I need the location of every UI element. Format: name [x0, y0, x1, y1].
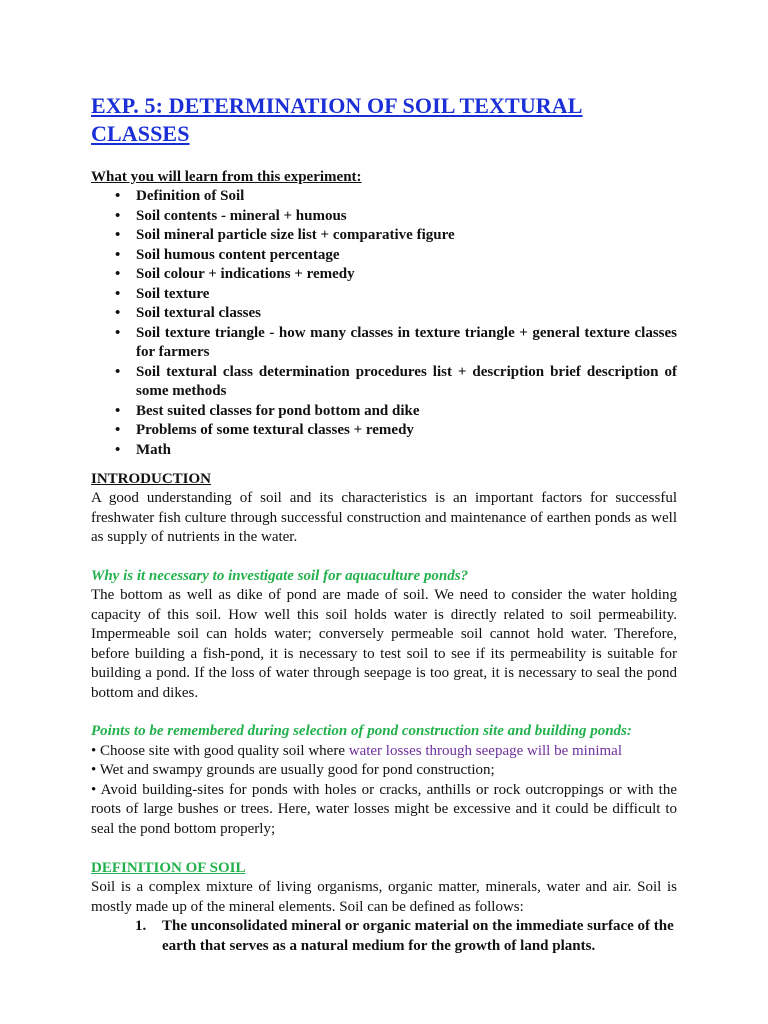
bullet-icon: •: [115, 285, 121, 302]
bullet-icon: •: [115, 266, 121, 282]
introduction-text: A good understanding of soil and its characteristics is an important factors for successful freshwater fish culture through successful construction and maintenance of earthen ponds as well as supply of nutrients in the water.: [91, 490, 677, 545]
bullet-icon: •: [115, 363, 121, 380]
introduction-heading: INTRODUCTION: [91, 471, 212, 487]
list-item: • Soil textural classes: [115, 304, 677, 324]
bullet-icon: •: [115, 305, 121, 321]
points-item-3: • Avoid building-sites for ponds with holes or cracks, anthills or rock outcroppings or with the roots of large bushes or trees. Here, water losses might be excessive and it could be difficult to seal the pond bottom properly;: [91, 781, 677, 837]
why-text: The bottom as well as dike of pond are made of soil. We need to consider the water holding capacity of this soil. How well this soil holds water is directly related to soil permeability. Impermeable soil can holds water; conversely permeable soil cannot hold water. Therefore, before building a fish-pond, it is necessary to test soil to see if its permeability is suitable for building a pond. If the loss of water through seepage is too great, it is necessary to seal the pond bottom and dikes.: [91, 587, 677, 701]
bullet-icon: •: [115, 207, 121, 224]
list-item: • Soil contents - mineral + humous: [115, 207, 677, 227]
points-item-2: • Wet and swampy grounds are usually good for pond construction;: [91, 762, 495, 778]
bullet-icon: •: [115, 324, 121, 341]
bullet-icon: •: [115, 402, 121, 419]
numbered-item: [91, 917, 677, 956]
bullet-icon: •: [115, 227, 121, 243]
points-item-1: • Choose site with good quality soil where water losses through seepage will be minimal: [91, 742, 623, 759]
why-question: Why is it necessary to investigate soil for aquaculture ponds?: [91, 567, 469, 584]
learn-heading: What you will learn from this experiment:: [91, 169, 362, 185]
list-item: • Definition of Soil: [115, 187, 677, 207]
list-item: • Soil mineral particle size list + comparative figure: [115, 226, 677, 246]
highlighted-text: water losses through seepage will be minimal: [348, 742, 623, 759]
list-item: • Soil textural class determination procedures list + description brief description of some methods: [115, 363, 677, 399]
item-text: The unconsolidated mineral or organic material on the immediate surface of the earth that serves as a natural medium for the growth of land plants.: [162, 918, 674, 954]
list-item: • Math: [115, 441, 677, 461]
bullet-icon: •: [115, 188, 121, 204]
definition-text: Soil is a complex mixture of living organisms, organic matter, minerals, water and air. Soil is mostly made up of the mineral elements. Soil can be defined as follows:: [91, 879, 677, 915]
item-number: 1.: [135, 918, 147, 934]
list-item: • Soil texture triangle - how many classes in texture triangle + general texture classes for farmers: [115, 324, 677, 360]
list-item: • Soil humous content percentage: [115, 246, 677, 266]
list-item: • Soil colour + indications + remedy: [115, 265, 677, 285]
bullet-icon: •: [115, 422, 121, 438]
definition-heading: DEFINITION OF SOIL: [91, 860, 246, 876]
bullet-icon: •: [115, 246, 121, 263]
list-item: • Best suited classes for pond bottom and dike: [115, 402, 677, 422]
points-heading: Points to be remembered during selection of pond construction site and building ponds:: [91, 723, 632, 739]
list-item: • Soil texture: [115, 285, 677, 305]
bullet-icon: •: [115, 441, 121, 458]
list-item: • Problems of some textural classes + remedy: [115, 421, 677, 441]
page-title: EXP. 5: DETERMINATION OF SOIL TEXTURAL CLASSES: [91, 93, 583, 146]
learn-list: [91, 187, 677, 460]
